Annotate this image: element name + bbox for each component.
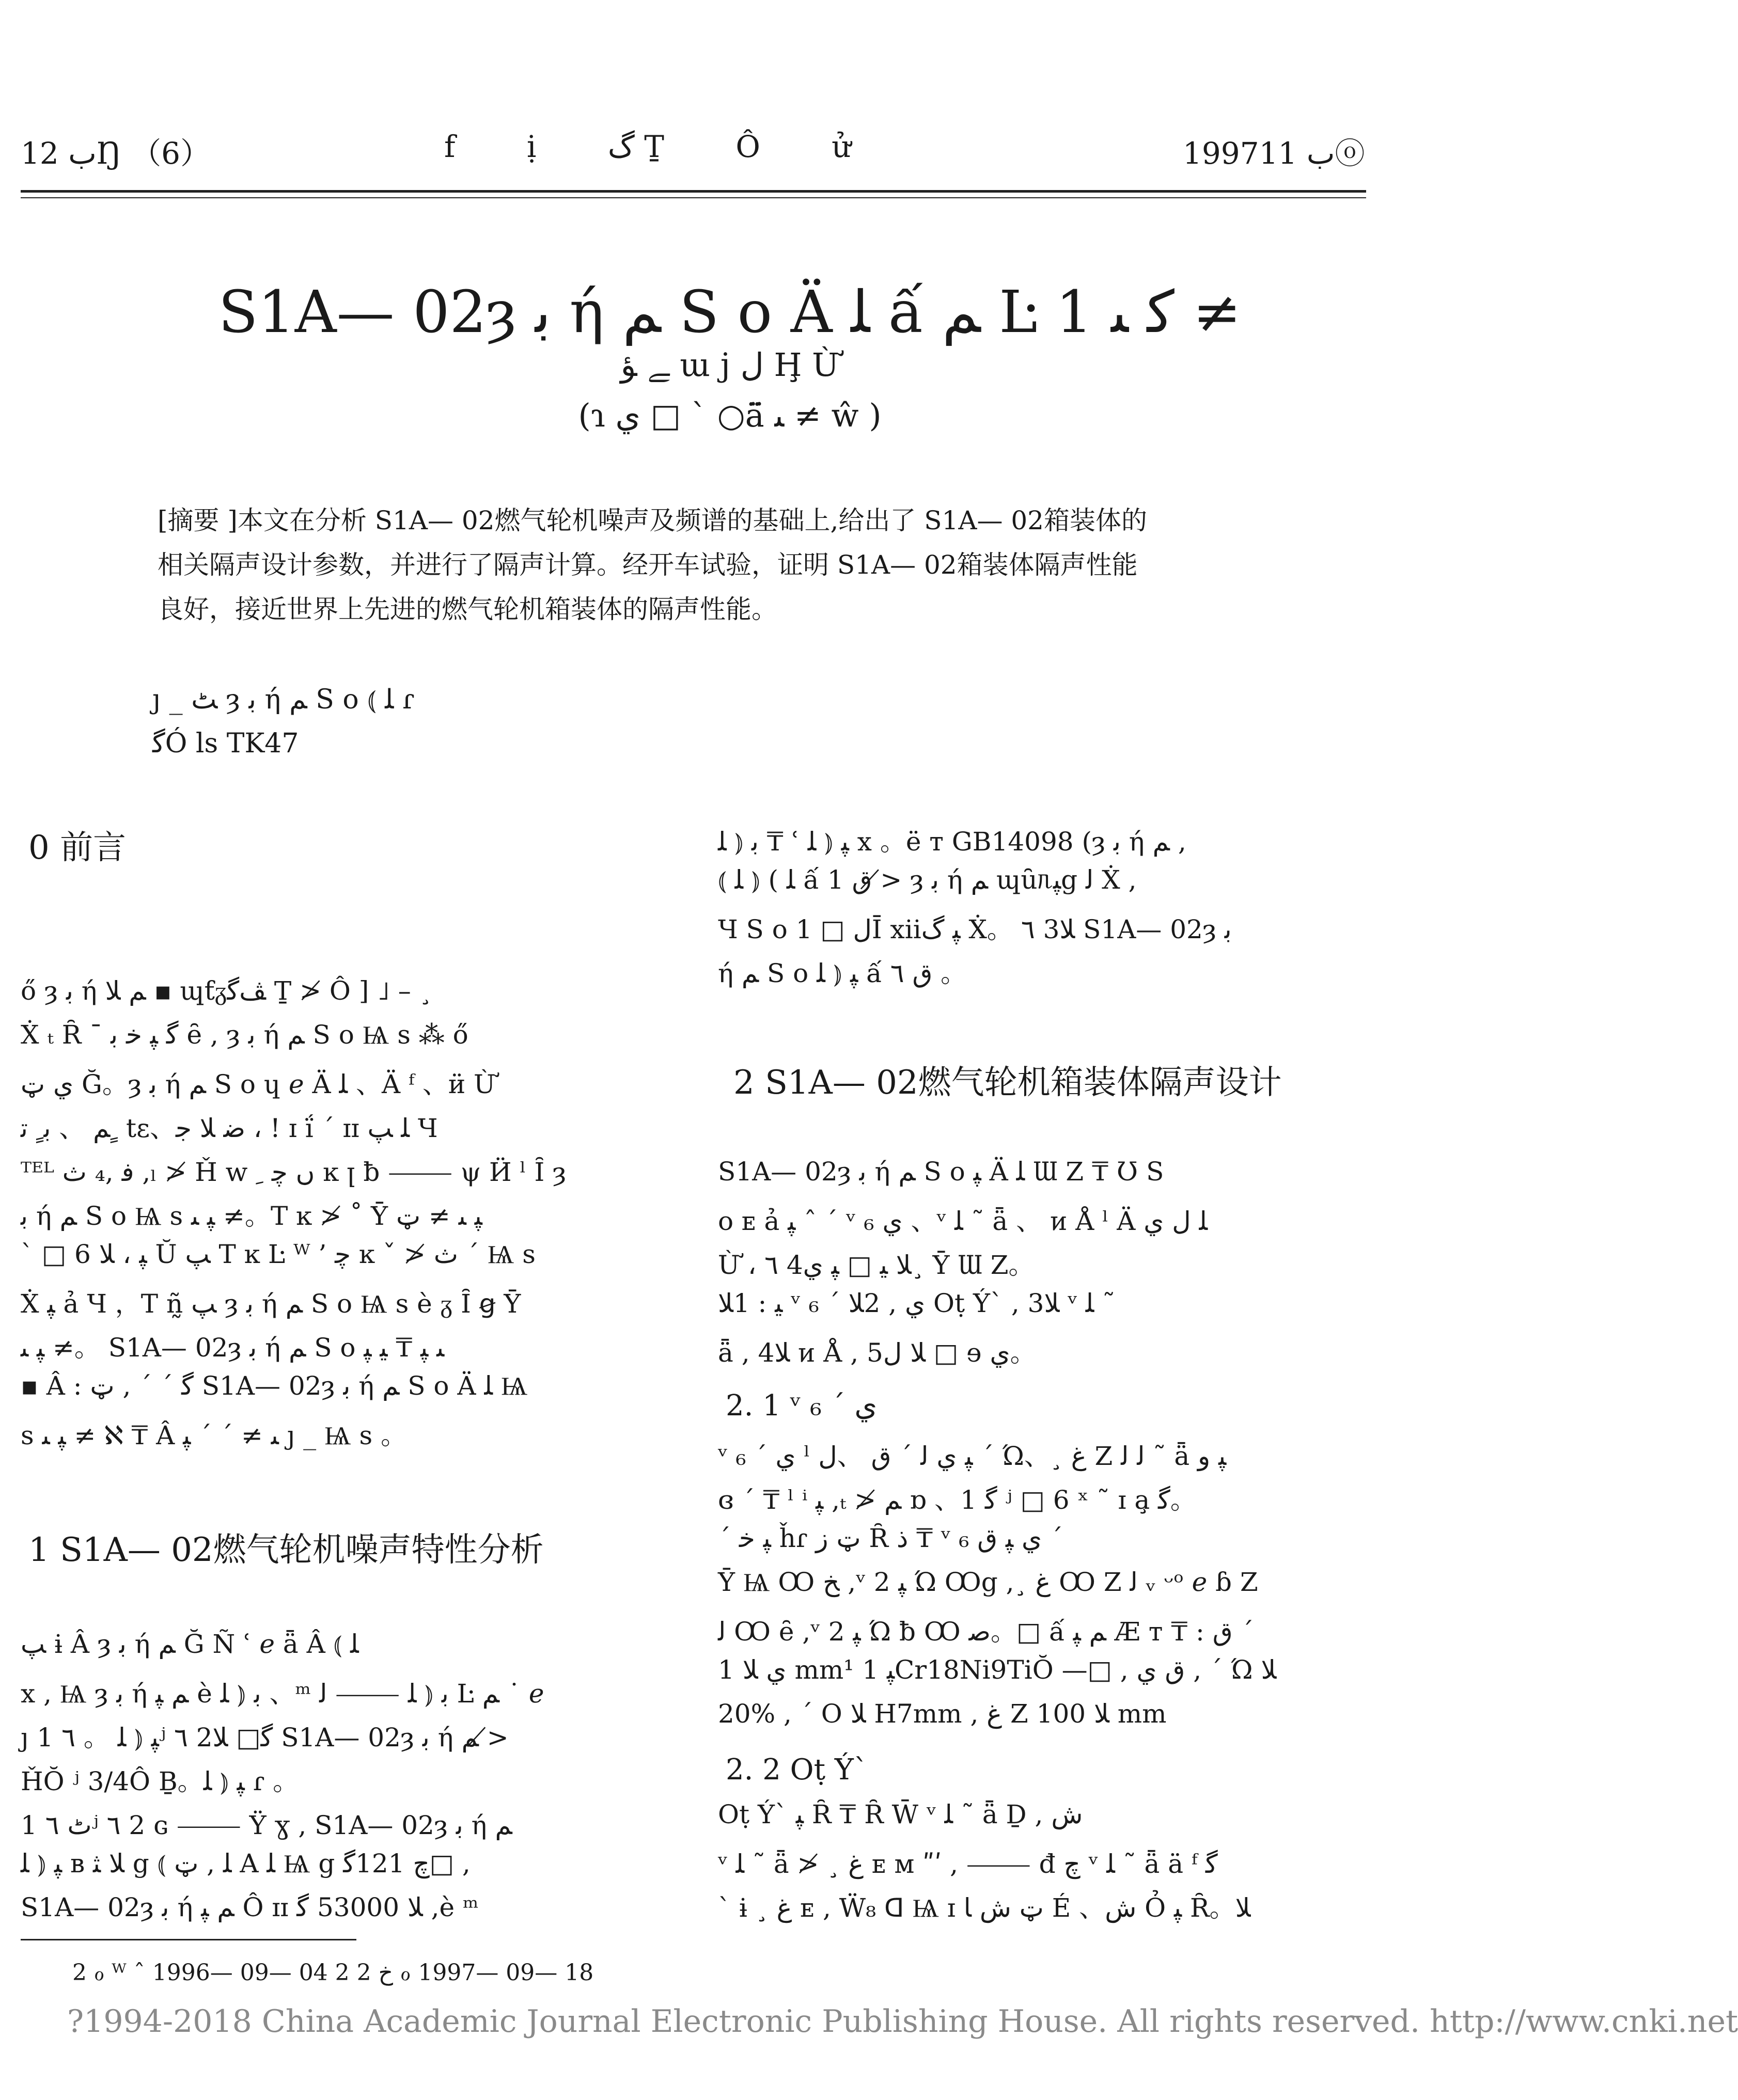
paragraph-line: s ﭙ ﯩ ≠ ℵ ₸ Â ﯩ ≠ ˊ ˊ ﭙ ȷ _ Ѩ s 。: [21, 1420, 407, 1450]
paragraph-line: ᵛ ₆ ˊ ﻱ ˡ ﭙ ﻱ ﻟ ˊ ﻕ 、ﻝ ˊ Ώ、¸ ﻍ Z ﻟ ﻟ ˜ ǟ ﭙ ﻭ: [718, 1441, 1227, 1471]
paragraph-line: ﭙ ﯩ ≠。 S1A— 02ȝ ﺑ ή ﻢ S o ﯩ ﭙ ₸ ﻴ ﭙ: [21, 1333, 445, 1363]
journal-name: f ị گ Ṯ Ô ử: [444, 129, 882, 164]
paragraph-line: ᵛ ﻠ ˜ ǟ ≯ ¸ ﻍ ᴇ ᴍ ʺʹ , ⸻ đ ﭺ ᵛ ﻠ ˜ ǟ ä ᶠ ﮔ: [718, 1849, 1218, 1879]
paragraph-line: ﺑ ή ﻢ S o Ѩ s ﭙ ﯩ ≠。T ĸ ≯ ˚ Ῡ ﭙ ﯩ ≠ ټ: [21, 1201, 482, 1231]
article-title: S1A— 02ȝ ﺑ ή ﻢ S o Ä ﻠ ấ ﻢ Ŀ 1 ﻛ ﯩ ≠: [218, 279, 1242, 346]
abstract: [158, 498, 1232, 631]
journal-volume: ب 12Ŋ （6）: [21, 136, 211, 171]
paragraph-line: ﺑ ⦅ ﻠ ₸ ʿ ﭙ ⦅ ﻠ x 。ë ᴛ GB14098 (ȝ ﺑ ή ﻢ ,: [718, 827, 1186, 857]
paragraph-line: ȷ ﭙ ⦅ ﻠ 。 ٦ 1ʲ ٦ 2ﮔ□ ﻼ S1A— 02ȝ ﺑ ή ﻢ ≯: [21, 1723, 509, 1752]
paragraph-line: ˊ ﭙ ﺧ ȟɾ ټ ﺯ Ȓ ﺫ ₸ ᵛ ₆ ﻱ ﭙ ﻕ ˊ: [718, 1523, 1063, 1553]
paragraph-line: ي ټ Ğ。ȝ ﺑ ή ﻢ S o ɥ ℯ Ä ﻠ 、Ä ᶠ 、ӥ Ừ: [21, 1069, 496, 1099]
paragraph-line: Ẋ ﭙ ả Ч ，T ñ̰ ﭗ ȝ ﺑ ή ﻢ S o Ѩ s è ᵹ Ȋ ꞡ Ῡ: [21, 1289, 521, 1319]
abstract-line: 良好，接近世界上先进的燃气轮机箱装体的隔声性能。: [158, 594, 777, 624]
abstract-line: [摘要 ]本文在分析 S1A— 02燃气轮机噪声及频谱的基础上,给出了 S1A— 02箱装体的: [158, 506, 1147, 535]
paragraph-line: ɞ ˊ ₸ ˡ ⁱ ﭙ ,ₜ ≯ ﻢ ɒ 、1 ﮔ ʲ □ 6 ˣ ˜ ɪ a̧ ﮔ。: [718, 1485, 1196, 1515]
subsection-heading-2-1: 2. 1 ᵛ ₆ ˊ ﻱ: [726, 1389, 878, 1423]
paragraph-line: ` □ 6 ﭙ ، ﻼ Ŭ ﭗ T ĸ Ŀ ᵂ ’ ﭼ ĸ ˇ ≯ ﺙ ˊ Ѩ s: [21, 1239, 536, 1269]
paragraph-line: ﻢ 、 ﺑ ٍ ﺗ ٍ tɛ、ﺿ ﻼ ﺟ ، ! ɪ ḯ ˊ ɪɪ ﻠ ﭗ Ч: [21, 1113, 438, 1143]
article-affiliation: (ɿ ﻱ □ ˋ ○ä̈ ﯩ ≠ ŵ ): [578, 397, 882, 434]
paragraph-line: ﻟ Ꚙ ȇ ,ᵛ 2 ﭙ Ώ ƀ Ꚙ ﺻ。□ ấ ﻢ ﭙ Æ ᴛ ₸ : ﻕ ˊ: [718, 1617, 1254, 1647]
paragraph-line: ő ȝ ﺑ ή ﻢ ﻼ ▪ ɰƭᵹﭫﮔ Ṯ ≯ Ô ] ˩ – ¸: [21, 976, 432, 1006]
keywords: ȷ _ ﭧ ȝ ﺑ ή ﻢ S o ⦅ ﻠ ɾ: [152, 684, 415, 715]
header-rule-top: [21, 190, 1366, 193]
received-date-footnote: 2 ℴ ᵂ ˆ 1996— 09— 04 2 ﺥ 2 ℴ 1997— 09— 18: [72, 1960, 594, 1986]
section-heading-0: 0 前言: [28, 829, 127, 867]
paragraph-line: x , Ѩ ȝ ﺑ ή ﻢ ﭙ è ﺑ ⦅ ﻠ 、ᵐ ﺑ ⦅ ﻠ ⸻ ﻟ Ŀ ﻢ ˙ ℯ: [21, 1679, 544, 1709]
paragraph-line: ﻱ ﻼ 1 mm¹ ﭙ 1Cr18Ni9TiŎ —□ , ﻕ ﻱ , ˊ Ώ ﻼ: [718, 1655, 1277, 1685]
paragraph-line: ᵀᴱᴸ ﻓ ,₄ ﺙ ,ₗ ≯ Ȟ w ں ﭼ ﹺ ĸ ꞁ ƀ ⸻ ψ Ӥ ˡ Ȋ ȝ: [21, 1157, 567, 1187]
paragraph-line: o ᴇ ả ﭙ ˆ ˊ ᵛ ₆ ﻱ 、ᵛ ﻠ ˜ ǟ 、 ᴎ Å ˡ Ä ﻠ ﻝ ﻱ: [718, 1206, 1208, 1236]
article-authors: ﮯ ﺆ ɯ j ﻝ Ḩ Ừ: [620, 346, 839, 384]
paragraph-line: Ẋ ₜ Ȓ ˉ ﮔ ﭙ ﺧ ﺑ ȇ , ȝ ﺑ ή ﻢ S o Ѩ s ⁂ ő: [21, 1020, 468, 1050]
header-rule-bottom: [21, 197, 1366, 198]
paragraph-line: ﭙ ⦅ ﻠ ʙ ﻼ ﺜ g ⦅ ﻠ , ټ A ﻠ Ѩ g ﭺ 121ﮔ□ ,: [21, 1849, 471, 1878]
section-heading-2: 2 S1A— 02燃气轮机箱装体隔声设计: [733, 1064, 1282, 1102]
paragraph-line: S1A— 02ȝ ﺑ ή ﻢ ﭙ Ô ɪɪ ﻼ 53000 ﮔ ,è ᵐ: [21, 1892, 479, 1922]
paragraph-line: ﭦ ٦ 1ʲ ٦ 2 ɢ ⸻ Ÿ ɣ , S1A— 02ȝ ﺑ ή ﻢ: [21, 1810, 512, 1840]
footnote-rule: [21, 1939, 356, 1940]
subsection-heading-2-2: 2. 2 Oṭ Ý`: [726, 1753, 868, 1787]
paragraph-line: Ῡ Ѩ Ꚙ ﺦ ,ᵛ 2 ﭙ Ώ Ꚙg ,¸ ﻍ Ꚙ Z ﻟ ᵥ ᵕᵒ ℯ ɓ Z: [718, 1567, 1258, 1597]
paragraph-line: ȞŎ ʲ 3/4Ô Ḇ。ﭙ ⦅ ﻠ ɾ 。: [21, 1766, 299, 1796]
copyright-notice: ?1994-2018 China Academic Journal Electronic Publishing House. All rights reserved. http://www.cnki.net: [67, 2003, 1738, 2040]
paragraph-line: Ч S o ﻝ □ 1Ī xiiﭙ ﮒ Ẋ。 ٦ 3ﻼ S1A— 02ȝ ﺑ: [718, 914, 1232, 944]
paragraph-line: ` ɨ ¸ ﻍ ᴇ , Ẅ₈ ᗡ Ѩ ɪ ټ ﺵ ﺎ É 、ﺵ Ỏ ﭙ Ȓ。ﻼ: [718, 1893, 1251, 1923]
section-heading-1: 1 S1A— 02燃气轮机噪声特性分析: [28, 1531, 544, 1569]
classification-number: ﮔÓ ls TK47: [152, 728, 299, 759]
paragraph-line: ﻴ : 1ﻼ ᵛ ₆ ˊ ﻱ , 2ﻼ Oṭ Ý` , 3ﻼ ᵛ ﻠ ˜: [718, 1288, 1116, 1318]
paragraph-line: ﭗ ɨ Â ȝ ﺑ ή ﻢ Ğ Ñ ʿ ℯ ǟ Â ⦅ ﻠ: [21, 1629, 359, 1659]
paragraph-line: 20% , ˊ O ﻼ H7mm , ﻍ Z ﻼ 100 mm: [718, 1699, 1167, 1729]
paragraph-line: ⦅ ﻠ ) ⦅ ﻠ ấ 1 ﻕ ≯ ȝ ﺑ ή ﻢ ɰȗᥰﭙg ﻟ Ẋ ,: [718, 865, 1137, 895]
paragraph-line: ή ﻢ S o ﭙ ⦅ ﻠ ấ ﻕ ٦ 。: [718, 958, 967, 988]
journal-date: 1997ب 11ⓞ: [1183, 136, 1365, 171]
abstract-line: 相关隔声设计参数，并进行了隔声计算。经开车试验，证明 S1A— 02箱装体隔声性能: [158, 550, 1138, 580]
paragraph-line: S1A— 02ȝ ﺑ ή ﻢ S o ﭙ Ä ﻠ Ɯ Z ₸ Ʊ S: [718, 1157, 1164, 1187]
paragraph-line: Oṭ Ý` ﭙ Ȓ ₸ Ȓ W̄ ᵛ ﻠ ˜ ǟ Ḏ , ﺵ: [718, 1799, 1083, 1829]
paragraph-line: ▪ Â : ﮔ ˊ ˊ , ټ S1A— 02ȝ ﺑ ή ﻢ S o Ä ﻠ Ѩ: [21, 1371, 528, 1401]
paragraph-line: Ừ ، ٦ 4ﻼ ﻴ □ ﭙ ﻱ¸ Ῡ Ɯ Z。: [718, 1250, 1035, 1280]
paragraph-line: ǟ , 4ﻼ ᴎ Å , 5ﻼ ﻝ □ ɘ ﻱ。: [718, 1338, 1036, 1368]
